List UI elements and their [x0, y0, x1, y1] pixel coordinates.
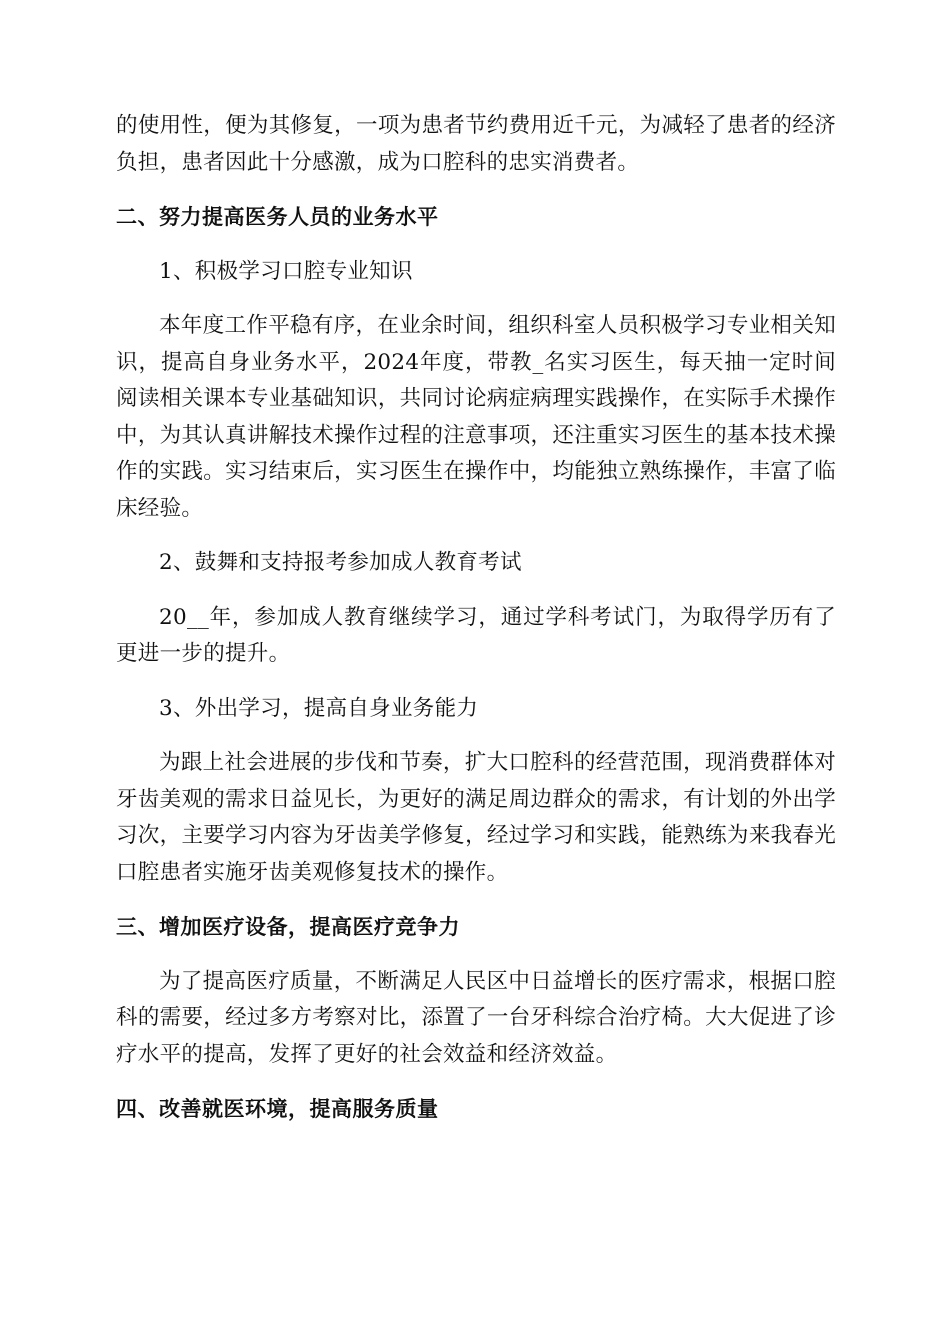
paragraph-equipment: 为了提高医疗质量，不断满足人民区中日益增长的医疗需求，根据口腔科的需要，经过多方考察对比，添置了一台牙科综合治疗椅。大大促进了诊疗水平的提高，发挥了更好的社会效益和经济效益。 [116, 968, 836, 1067]
paragraph-study: 本年度工作平稳有序，在业余时间，组织科室人员积极学习专业相关知识，提高自身业务水平，2024年度，带教_名实习医生，每天抽一定时间阅读相关课本专业基础知识，共同讨论病症病理实践操作，在实际手术操作中，为其认真讲解技术操作过程的注意事项，还注重实习医生的基本技术操作的实践。实习结束后，实习医生在操作中，均能独立熟练操作，丰富了临床经验。 [116, 313, 836, 521]
subheading-2: 2、鼓舞和支持报考参加成人教育考试 [159, 550, 522, 575]
section-heading-4: 四、改善就医环境，提高服务质量 [116, 1097, 439, 1121]
subheading-1: 1、积极学习口腔专业知识 [159, 258, 413, 284]
section-heading-3: 三、增加医疗设备，提高医疗竞争力 [116, 915, 460, 939]
section-heading-2: 二、努力提高医务人员的业务水平 [116, 205, 439, 229]
subheading-3: 3、外出学习，提高自身业务能力 [159, 695, 479, 721]
paragraph-external-study: 为跟上社会进展的步伐和节奏，扩大口腔科的经营范围，现消费群体对牙齿美观的需求日益见长，为更好的满足周边群众的需求，有计划的外出学习次，主要学习内容为牙齿美学修复，经过学习和实践，能熟练为来我春光口腔患者实施牙齿美观修复技术的操作。 [116, 750, 836, 885]
paragraph-continued: 的使用性，便为其修复，一项为患者节约费用近千元，为减轻了患者的经济负担，患者因此十分感激，成为口腔科的忠实消费者。 [116, 113, 836, 175]
document-page [116, 108, 836, 1128]
paragraph-exam: 20__年，参加成人教育继续学习，通过学科考试门，为取得学历有了更进一步的提升。 [116, 604, 836, 666]
